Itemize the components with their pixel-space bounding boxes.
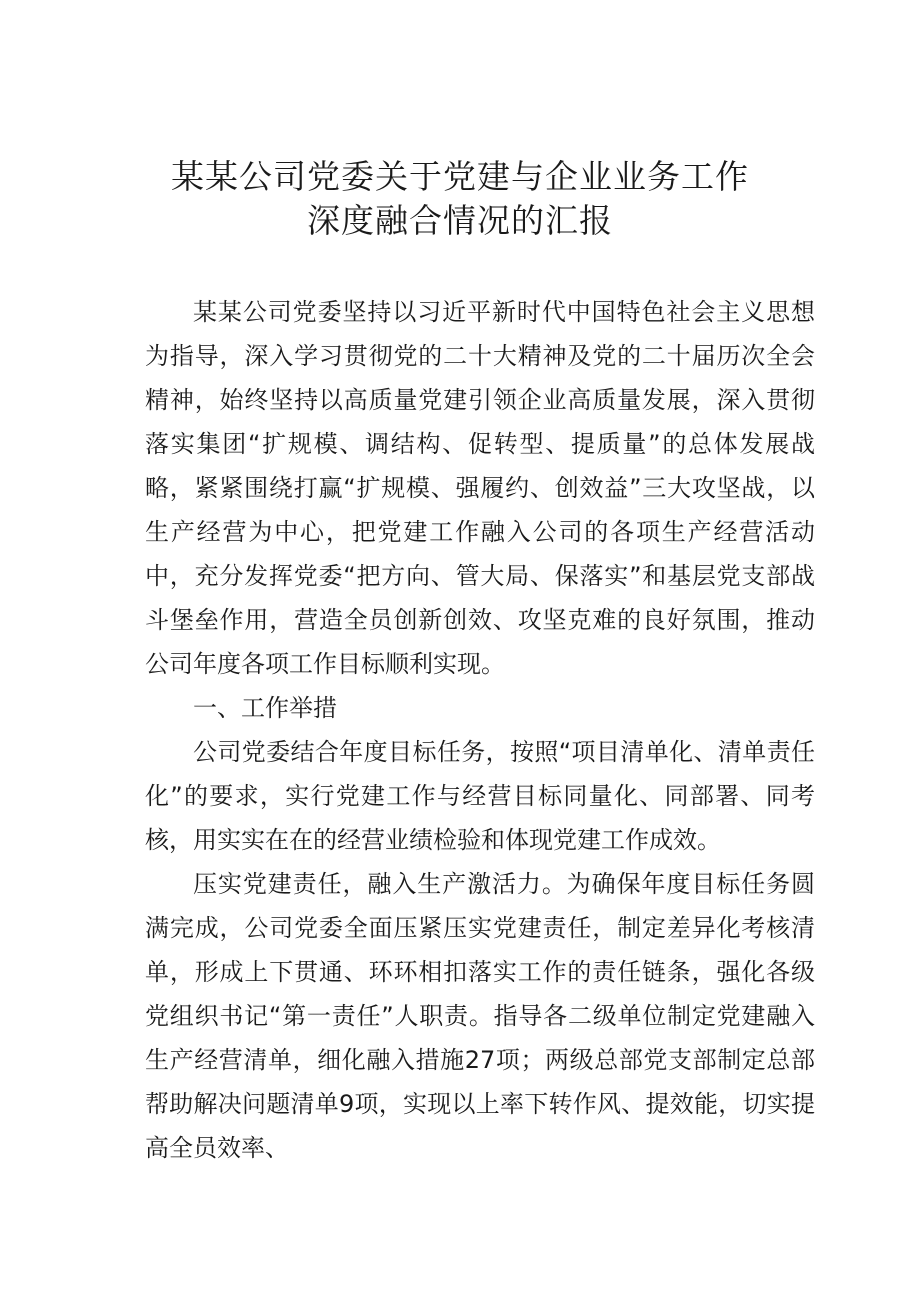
- intro-paragraph: 某某公司党委坚持以习近平新时代中国特色社会主义思想为指导，深入学习贯彻党的二十大精神及党的二十届历次全会精神，始终坚持以高质量党建引领企业高质量发展，深入贯彻落实集团“扩规模、调结构、促转型、提质量”的总体发展战略，紧紧围绕打赢“扩规模、强履约、创效益”三大攻坚战，以生产经营为中心，把党建工作融入公司的各项生产经营活动中，充分发挥党委“把方向、管大局、保落实”和基层党支部战斗堡垒作用，营造全员创新创效、攻坚克难的良好氛围，推动公司年度各项工作目标顺利实现。: [145, 298, 815, 678]
- section-paragraph: 压实党建责任，融入生产激活力。为确保年度目标任务圆满完成，公司党委全面压紧压实党建责任，制定差异化考核清单，形成上下贯通、环环相扣落实工作的责任链条，强化各级党组织书记“第一责任”人职责。指导各二级单位制定党建融入生产经营清单，细化融入措施27项；两级总部党支部制定总部帮助解决问题清单9项，实现以上率下转作风、提效能，切实提高全员效率、: [145, 870, 815, 1162]
- section-heading-work-measures: 一、工作举措: [193, 694, 337, 722]
- section-paragraph: 公司党委结合年度目标任务，按照“项目清单化、清单责任化”的要求，实行党建工作与经营目标同量化、同部署、同考核，用实实在在的经营业绩检验和体现党建工作成效。: [145, 738, 815, 854]
- document-body: [145, 290, 815, 1170]
- document-title-line-1: 某某公司党委关于党建与企业业务工作: [171, 157, 749, 196]
- document-title-line-2: 深度融合情况的汇报: [307, 201, 613, 240]
